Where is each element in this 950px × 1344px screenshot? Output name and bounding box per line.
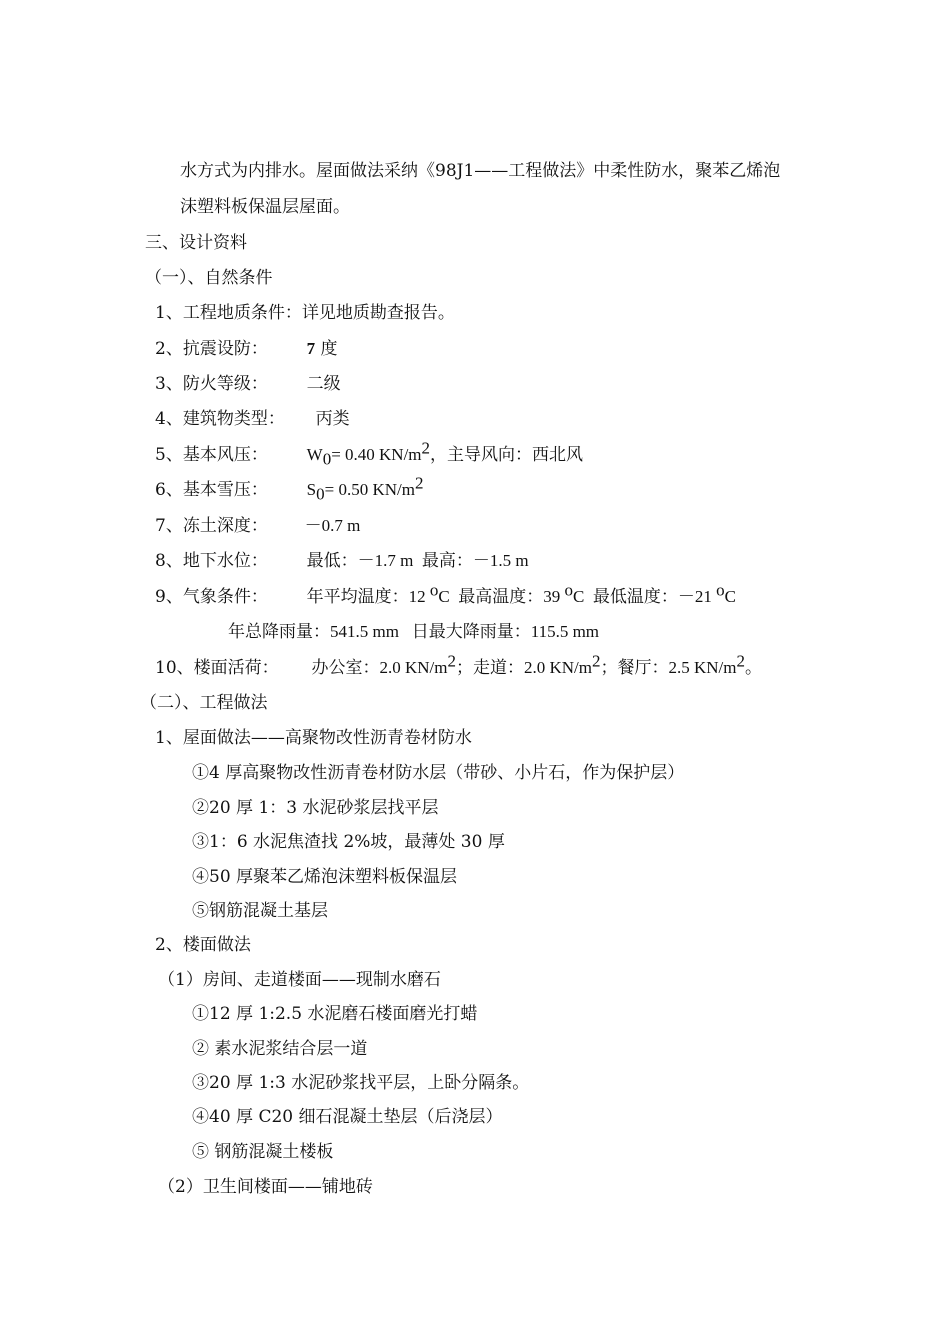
section-title-design-data: 三、设计资料	[145, 233, 247, 253]
floor-layer-3: ③20 厚 1:3 水泥砂浆找平层，上卧分隔条。	[192, 1073, 530, 1093]
wind-symbol: W	[306, 445, 323, 464]
live-load-end: 。	[744, 658, 762, 678]
natural-item-frost-depth	[155, 515, 360, 539]
frost-depth-value: －0.7 m	[304, 516, 361, 535]
live-load-dining: ；餐厅：2.5 KN/m	[600, 658, 737, 677]
fire-rating-value: 二级	[306, 374, 341, 394]
groundwater-value: 最低：－1.7 m 最高：－1.5 m	[306, 551, 529, 570]
climate-avg-unit: C	[438, 587, 450, 606]
live-load-corridor: ；走道：2.0 KN/m	[455, 658, 592, 677]
climate-max-degree: o	[564, 580, 573, 600]
natural-item-geology: 1、工程地质条件：详见地质勘查报告。	[155, 303, 455, 323]
roof-layer-1: ①4 厚高聚物改性沥青卷材防水层（带砂、小片石，作为保护层）	[192, 763, 685, 783]
subsection-title-natural-conditions: （一）、自然条件	[145, 268, 273, 288]
climate-max-temp: 最高温度：39	[449, 587, 565, 606]
live-load-dining-sup: 2	[736, 651, 745, 671]
natural-item-groundwater	[155, 550, 529, 574]
natural-item-building-type	[155, 408, 350, 432]
wind-value: = 0.40 KN/m	[331, 445, 422, 464]
building-type-label: 4、建筑物类型：	[155, 409, 285, 429]
groundwater-label: 8、地下水位：	[155, 551, 268, 571]
seismic-value-unit: 度	[320, 339, 338, 359]
snow-pressure-label: 6、基本雪压：	[155, 480, 268, 500]
floor-layer-5: ⑤ 钢筋混凝土楼板	[192, 1142, 334, 1162]
snow-symbol: S	[306, 480, 317, 499]
natural-item-snow-pressure	[155, 473, 424, 504]
subsection-title-engineering-methods: （二）、工程做法	[140, 693, 268, 713]
roof-method-title: 1、屋面做法——高聚物改性沥青卷材防水	[155, 728, 472, 748]
climate-min-degree: o	[716, 580, 725, 600]
floor-sub-title-rooms: （1）房间、走道楼面——现制水磨石	[158, 970, 441, 990]
intro-line-1: 水方式为内排水。屋面做法采纳《98J1——工程做法》中柔性防水，聚苯乙烯泡	[180, 161, 781, 181]
floor-layer-4: ④40 厚 C20 细石混凝土垫层（后浇层）	[192, 1107, 503, 1127]
seismic-value-number: 7	[306, 339, 316, 358]
natural-item-floor-live-load	[155, 651, 762, 681]
wind-unit-superscript: 2	[421, 438, 431, 458]
fire-rating-label: 3、防火等级：	[155, 374, 268, 394]
live-load-office-sup: 2	[447, 651, 456, 671]
wind-pressure-label: 5、基本风压：	[155, 445, 268, 465]
climate-avg-degree: o	[429, 580, 439, 600]
natural-item-seismic	[155, 338, 338, 362]
natural-item-climate	[155, 580, 736, 610]
climate-label: 9、气象条件：	[155, 587, 268, 607]
climate-min-temp: 最低温度：－21	[584, 587, 717, 606]
snow-unit-superscript: 2	[414, 473, 424, 493]
floor-sub-title-bathroom: （2）卫生间楼面——铺地砖	[158, 1177, 373, 1197]
floor-layer-1: ①12 厚 1:2.5 水泥磨石楼面磨光打蜡	[192, 1004, 478, 1024]
live-load-office: 办公室：2.0 KN/m	[311, 658, 448, 677]
intro-line-2: 沫塑料板保温层屋面。	[180, 197, 350, 217]
wind-symbol-subscript: 0	[322, 449, 332, 469]
climate-max-unit: C	[572, 587, 585, 606]
roof-layer-4: ④50 厚聚苯乙烯泡沫塑料板保温层	[192, 867, 458, 887]
wind-direction: ，主导风向：西北风	[430, 445, 584, 465]
snow-symbol-subscript: 0	[316, 484, 325, 504]
live-load-corridor-sup: 2	[591, 651, 601, 671]
snow-value: = 0.50 KN/m	[324, 480, 415, 499]
roof-layer-2: ②20 厚 1：3 水泥砂浆层找平层	[192, 798, 439, 818]
building-type-value: 丙类	[315, 409, 350, 429]
frost-depth-label: 7、冻土深度：	[155, 516, 268, 536]
climate-min-unit: C	[724, 587, 736, 606]
roof-layer-5: ⑤钢筋混凝土基层	[192, 901, 328, 921]
roof-layer-3: ③1：6 水泥焦渣找 2%坡，最薄处 30 厚	[192, 832, 505, 852]
climate-avg-temp: 年平均温度：12	[306, 587, 430, 606]
floor-method-title: 2、楼面做法	[155, 935, 251, 955]
natural-item-wind-pressure	[155, 438, 584, 469]
natural-item-fire-rating	[155, 373, 341, 397]
seismic-label: 2、抗震设防：	[155, 339, 268, 359]
live-load-label: 10、楼面活荷：	[155, 658, 279, 678]
natural-item-climate-rainfall: 年总降雨量：541.5 mm 日最大降雨量：115.5 mm	[228, 622, 600, 641]
floor-layer-2: ② 素水泥浆结合层一道	[192, 1039, 368, 1059]
